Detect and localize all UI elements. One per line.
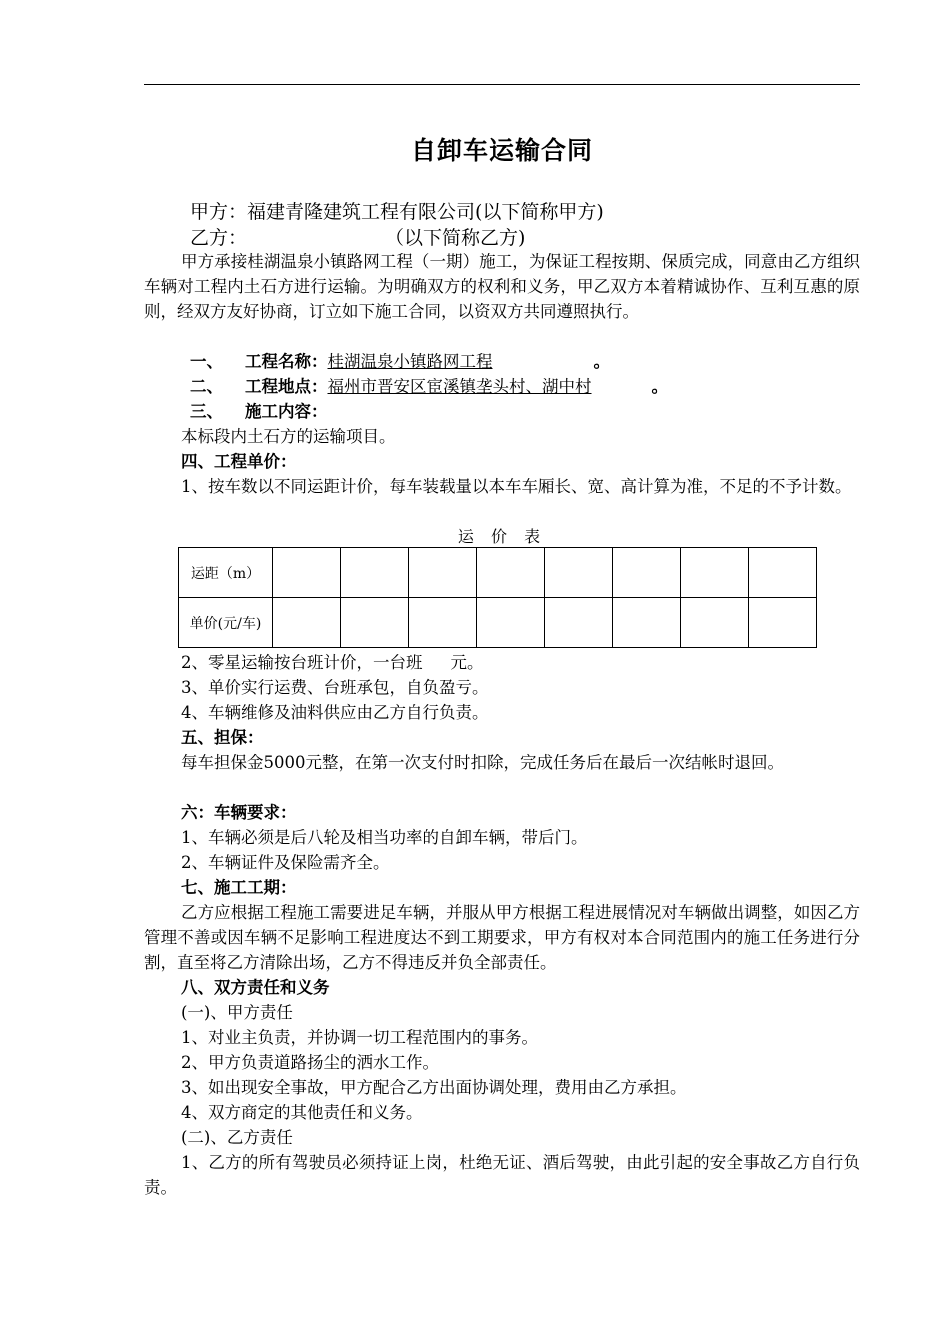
section-1 xyxy=(190,349,610,374)
header-rule xyxy=(144,84,860,85)
rate-table-cell xyxy=(681,548,749,598)
section-4-item-2-pre: 2、零星运输按台班计价，一台班 xyxy=(181,653,423,672)
rate-table-cell xyxy=(409,548,477,598)
section-6-item-1: 1、车辆必须是后八轮及相当功率的自卸车辆，带后门。 xyxy=(181,828,588,847)
section-5-body: 每车担保金5000元整，在第一次支付时扣除，完成任务后在最后一次结帐时退回。 xyxy=(181,753,784,772)
rate-table-price-label: 单价(元/车) xyxy=(179,598,273,648)
section-2 xyxy=(190,374,668,399)
section-2-num: 二、 xyxy=(190,377,223,396)
rate-table-cell xyxy=(477,548,545,598)
section-6-heading: 六：车辆要求： xyxy=(181,803,297,822)
section-8-a-item-3: 3、如出现安全事故，甲方配合乙方出面协调处理，费用由乙方承担。 xyxy=(181,1078,687,1097)
section-7-heading: 七、施工工期： xyxy=(181,878,297,897)
section-1-value: 桂湖温泉小镇路网工程 xyxy=(327,352,493,371)
section-7-body: 乙方应根据工程施工需要进足车辆，并服从甲方根据工程进展情况对车辆做出调整，如因乙方管理不善或因车辆不足影响工程进度达不到工期要求，甲方有权对本合同范围内的施工任务进行分割，直至将乙方清除出场，乙方不得违反并负全部责任。 xyxy=(144,903,860,972)
party-b-label: 乙方： xyxy=(190,227,248,249)
section-4-item-1: 1、按车数以不同运距计价，每车装载量以本车车厢长、宽、高计算为准，不足的不予计数。 xyxy=(181,477,852,496)
rate-table-cell xyxy=(681,598,749,648)
section-3-label: 施工内容： xyxy=(245,402,328,421)
rate-table-caption: 运 价 表 xyxy=(457,527,547,546)
rate-table-cell xyxy=(613,598,681,648)
section-4-item-3: 3、单价实行运费、台班承包，自负盈亏。 xyxy=(181,678,489,697)
section-2-value: 福州市晋安区宦溪镇垄头村、湖中村 xyxy=(327,377,592,396)
rate-table-cell xyxy=(749,598,817,648)
rate-table-cell xyxy=(613,548,681,598)
section-3 xyxy=(190,399,328,424)
section-1-num: 一、 xyxy=(190,352,223,371)
rate-table-cell xyxy=(341,598,409,648)
party-b xyxy=(190,225,525,251)
section-3-body: 本标段内土石方的运输项目。 xyxy=(181,427,396,446)
section-5-heading: 五、担保： xyxy=(181,728,264,747)
section-4-item-2 xyxy=(181,650,484,675)
rate-table-cell xyxy=(545,548,613,598)
rate-table-row-distance xyxy=(179,548,817,598)
rate-table-cell xyxy=(273,598,341,648)
section-8-heading: 八、双方责任和义务 xyxy=(181,978,330,997)
section-8-a-heading: (一)、甲方责任 xyxy=(181,1003,293,1022)
party-b-suffix: （以下简称乙方) xyxy=(385,227,526,249)
section-8-a-item-4: 4、双方商定的其他责任和义务。 xyxy=(181,1103,423,1122)
section-6-item-2: 2、车辆证件及保险需齐全。 xyxy=(181,853,390,872)
section-4-item-2-post: 元。 xyxy=(450,653,484,672)
rate-table-cell xyxy=(341,548,409,598)
rate-table xyxy=(178,547,817,648)
rate-table-cell xyxy=(545,598,613,648)
section-4-item-4: 4、车辆维修及油料供应由乙方自行负责。 xyxy=(181,703,489,722)
section-3-num: 三、 xyxy=(190,402,223,421)
section-1-label: 工程名称： xyxy=(245,352,328,371)
document-title: 自卸车运输合同 xyxy=(410,136,593,165)
party-a: 甲方：福建青隆建筑工程有限公司(以下简称甲方) xyxy=(190,201,604,223)
intro-paragraph: 甲方承接桂湖温泉小镇路网工程（一期）施工，为保证工程按期、保质完成，同意由乙方组织车辆对工程内土石方进行运输。为明确双方的权利和义务，甲乙双方本着精诚协作、互利互惠的原则，经双方友好协商，订立如下施工合同，以资双方共同遵照执行。 xyxy=(144,252,860,321)
rate-table-row-price xyxy=(179,598,817,648)
section-2-label: 工程地点： xyxy=(245,377,328,396)
rate-table-cell xyxy=(749,548,817,598)
rate-table-distance-label: 运距（m） xyxy=(179,548,273,598)
rate-table-cell xyxy=(409,598,477,648)
section-2-end: 。 xyxy=(651,377,668,396)
section-8-b-heading: (二)、乙方责任 xyxy=(181,1128,293,1147)
rate-table-cell xyxy=(477,598,545,648)
rate-table-cell xyxy=(273,548,341,598)
section-1-end: 。 xyxy=(593,352,610,371)
section-8-a-item-2: 2、甲方负责道路扬尘的洒水工作。 xyxy=(181,1053,439,1072)
section-8-a-item-1: 1、对业主负责，并协调一切工程范围内的事务。 xyxy=(181,1028,538,1047)
section-8-b-item-1: 1、乙方的所有驾驶员必须持证上岗，杜绝无证、酒后驾驶，由此引起的安全事故乙方自行负责。 xyxy=(144,1153,860,1197)
section-4-heading: 四、工程单价： xyxy=(181,452,297,471)
